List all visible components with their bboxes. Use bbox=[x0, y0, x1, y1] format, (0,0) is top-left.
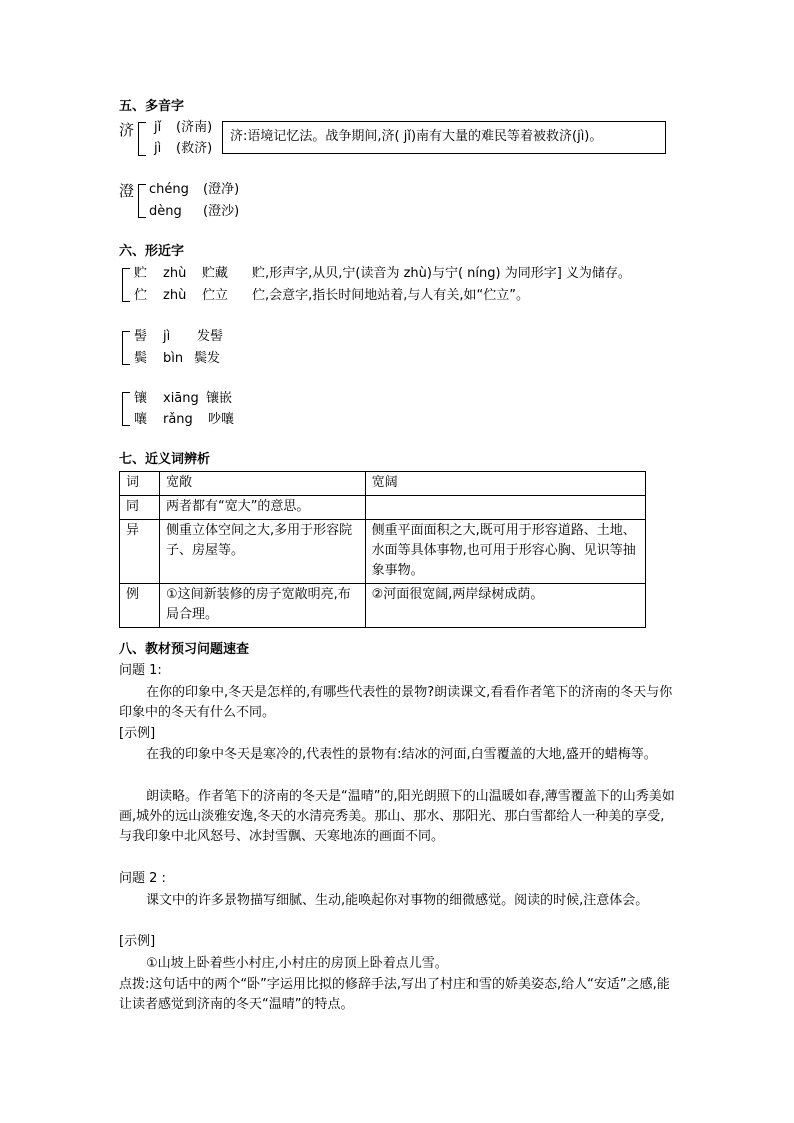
similar-char-pinyin: xiāng bbox=[163, 391, 199, 406]
similar-char: 鬓 bbox=[134, 351, 148, 366]
word-dengsha: (澄沙) bbox=[203, 204, 240, 219]
memory-tip-text: 济:语境记忆法。战争期间,济( jǐ)南有大量的难民等着被救济(jì)。 bbox=[230, 129, 603, 144]
pinyin-ji3: jǐ bbox=[154, 120, 162, 135]
table-cell: 两者都有“宽大”的意思。 bbox=[159, 496, 365, 520]
similar-char-pinyin: bìn bbox=[163, 351, 184, 366]
pinyin-deng: dèng bbox=[149, 204, 182, 219]
similar-char-note: 贮,形声字,从贝,宁(读音为 zhù)与宁( níng) 为同形字] 义为储存。 bbox=[252, 266, 631, 281]
section-5-title: 五、多音字 bbox=[119, 99, 185, 114]
similar-char-word: 镶嵌 bbox=[206, 391, 233, 406]
answer-paragraph: 朗读略。作者笔下的济南的冬天是“温晴”的,阳光朗照下的山温暖如春,薄雪覆盖下的山秀美如画,城外的远山淡雅安逸,冬天的水清亮秀美。那山、那水、那阳光、那白雪都给人一种美的享受,与我印象中北风怒号、冰封雪飘、天寒地冻的画面不同。 bbox=[119, 789, 675, 844]
brace-bracket bbox=[122, 331, 130, 365]
table-cell: 例 bbox=[120, 584, 160, 628]
similar-char: 髻 bbox=[134, 329, 148, 344]
brace-bracket bbox=[138, 122, 146, 156]
example-label: [示例] bbox=[119, 726, 156, 741]
answer-paragraph: 点拨:这句话中的两个“卧”字运用比拟的修辞手法,写出了村庄和雪的娇美姿态,给人“安适”之感,能让读者感觉到济南的冬天“温晴”的特点。 bbox=[119, 977, 670, 1012]
section-6-title: 六、形近字 bbox=[119, 244, 185, 259]
table-cell: 同 bbox=[120, 496, 160, 520]
table-cell: 宽敞 bbox=[159, 472, 365, 496]
word-chengjing: (澄净) bbox=[203, 182, 240, 197]
answer-paragraph: 在我的印象中冬天是寒冷的,代表性的景物有:结冰的河面,白雪覆盖的大地,盛开的蜡梅等。 bbox=[146, 747, 657, 762]
table-cell: 侧重平面面积之大,既可用于形容道路、土地、水面等具体事物,也可用于形容心胸、见识等抽象事物。 bbox=[365, 520, 645, 584]
question-1-text: 在你的印象中,冬天是怎样的,有哪些代表性的景物?朗读课文,看看作者笔下的济南的冬天与你印象中的冬天有什么不同。 bbox=[119, 685, 673, 720]
brace-bracket bbox=[122, 392, 130, 426]
example-label: [示例] bbox=[119, 934, 156, 949]
word-jinan: (济南) bbox=[176, 120, 213, 135]
similar-char-word: 鬓发 bbox=[194, 351, 221, 366]
table-row bbox=[120, 472, 646, 496]
similar-char-note: 伫,会意字,指长时间地站着,与人有关,如“伫立”。 bbox=[252, 288, 529, 303]
similar-char-pinyin: jì bbox=[163, 329, 171, 344]
table-row bbox=[120, 520, 646, 584]
table-cell: 侧重立体空间之大,多用于形容院子、房屋等。 bbox=[159, 520, 365, 584]
similar-char: 贮 bbox=[134, 266, 148, 281]
similar-char: 嚷 bbox=[134, 412, 148, 427]
similar-char: 镶 bbox=[134, 391, 148, 406]
polyphone-char-cheng: 澄 bbox=[119, 182, 135, 200]
question-2-label: 问题 2 : bbox=[119, 871, 166, 886]
word-jiuji: (救济) bbox=[176, 141, 213, 156]
section-7-title: 七、近义词辨析 bbox=[119, 452, 211, 467]
table-cell: ②河面很宽阔,两岸绿树成荫。 bbox=[365, 584, 645, 628]
section-8-title: 八、教材预习问题速查 bbox=[119, 642, 250, 657]
table-cell: 异 bbox=[120, 520, 160, 584]
similar-char-pinyin: zhù bbox=[163, 266, 187, 281]
similar-char-word: 发髻 bbox=[197, 329, 224, 344]
similar-char: 伫 bbox=[134, 288, 148, 303]
table-row bbox=[120, 496, 646, 520]
question-1-label: 问题 1: bbox=[119, 663, 162, 678]
answer-paragraph: ①山坡上卧着些小村庄,小村庄的房顶上卧着点儿雪。 bbox=[146, 956, 448, 971]
question-2-text: 课文中的许多景物描写细腻、生动,能唤起你对事物的细微感觉。阅读的时候,注意体会。 bbox=[146, 893, 649, 908]
similar-char-word: 吵嚷 bbox=[208, 412, 235, 427]
table-cell: 宽阔 bbox=[365, 472, 645, 496]
similar-char-word: 伫立 bbox=[202, 288, 229, 303]
synonym-table bbox=[119, 471, 646, 628]
table-cell: 词 bbox=[120, 472, 160, 496]
similar-char-pinyin: rǎng bbox=[163, 412, 193, 427]
brace-bracket bbox=[138, 184, 146, 218]
brace-bracket bbox=[122, 268, 130, 302]
pinyin-cheng: chéng bbox=[149, 182, 189, 197]
table-row bbox=[120, 584, 646, 628]
similar-char-pinyin: zhù bbox=[163, 288, 187, 303]
pinyin-ji4: jì bbox=[154, 141, 162, 156]
table-cell: ①这间新装修的房子宽敞明亮,布局合理。 bbox=[159, 584, 365, 628]
similar-char-word: 贮藏 bbox=[202, 266, 229, 281]
polyphone-char-ji: 济 bbox=[119, 121, 135, 139]
table-cell bbox=[365, 496, 645, 520]
